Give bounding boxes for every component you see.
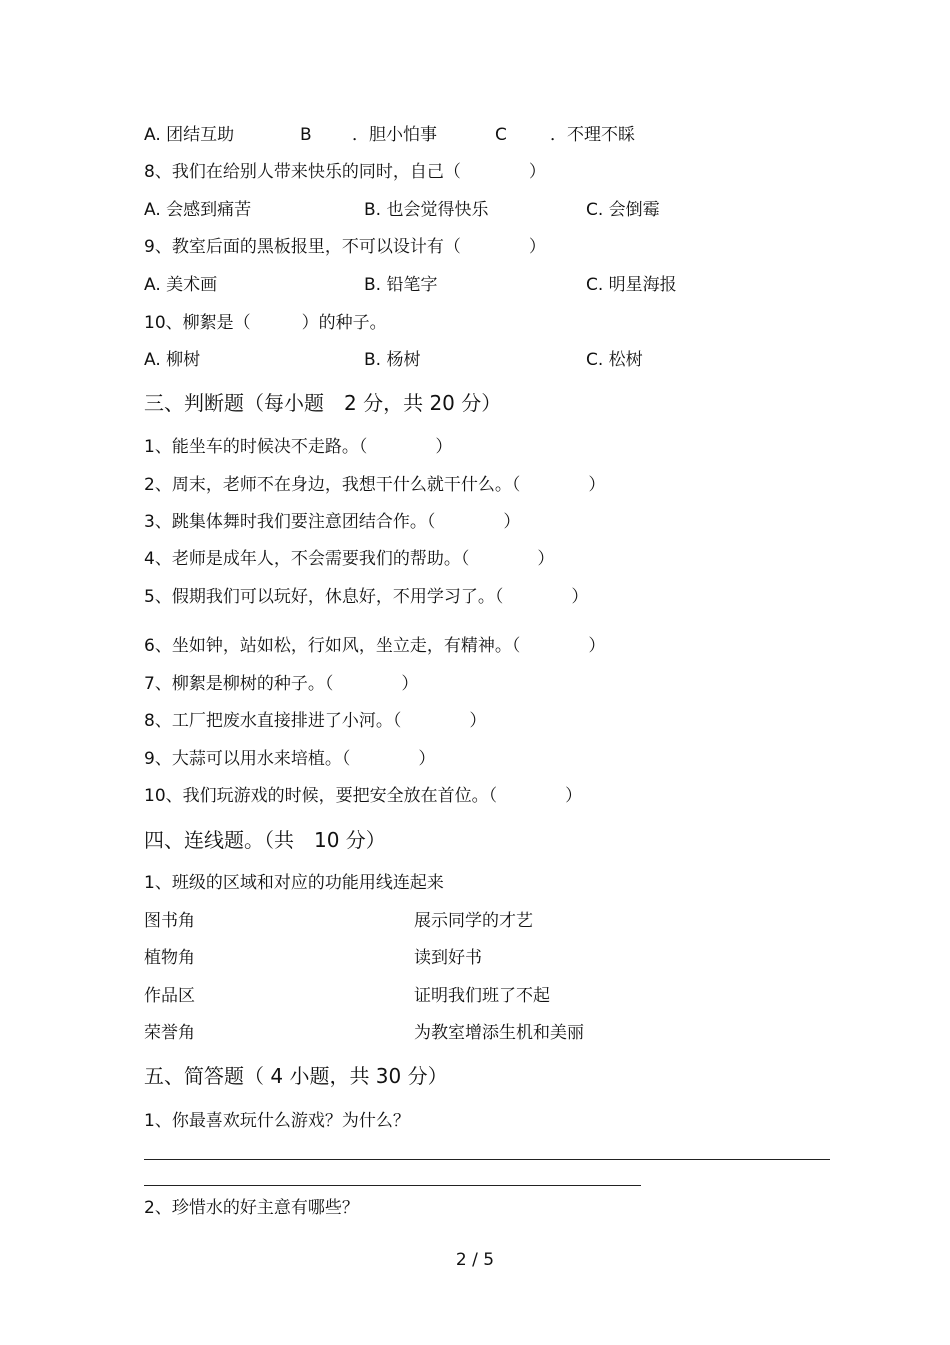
judge-item-1: 1、能坐车的时候决不走路。（ ） [144, 437, 453, 457]
judge-item-7: 7、柳絮是柳树的种子。（ ） [144, 674, 419, 694]
short-answer-q1: 1、你最喜欢玩什么游戏？为什么？ [144, 1111, 410, 1131]
section4-title: 四、连线题。（共 10 分） [144, 828, 386, 852]
q7-option-c-letter: C [495, 125, 507, 145]
q10-option-c: C. 松树 [586, 350, 643, 370]
q10-question: 10、柳絮是（ ）的种子。 [144, 313, 387, 333]
matching-right-item: 读到好书 [414, 948, 482, 968]
q7-option-a: A. 团结互助 [144, 125, 235, 145]
matching-instruction: 1、班级的区域和对应的功能用线连起来 [144, 873, 444, 893]
matching-left-item: 植物角 [144, 948, 195, 968]
judge-item-6: 6、坐如钟，站如松，行如风，坐立走，有精神。（ ） [144, 636, 606, 656]
answer-line [144, 1159, 830, 1160]
judge-item-9: 9、大蒜可以用水来培植。（ ） [144, 749, 436, 769]
matching-left-item: 图书角 [144, 911, 195, 931]
q8-question: 8、我们在给别人带来快乐的同时，自己（ ） [144, 162, 546, 182]
q9-question: 9、教室后面的黑板报里，不可以设计有（ ） [144, 237, 546, 257]
answer-line [144, 1185, 641, 1186]
q8-option-a: A. 会感到痛苦 [144, 200, 252, 220]
q7-option-b-letter: B [300, 125, 312, 145]
q10-option-a: A. 柳树 [144, 350, 201, 370]
matching-right-item: 展示同学的才艺 [414, 911, 533, 931]
matching-right-item: 为教室增添生机和美丽 [414, 1023, 584, 1043]
judge-item-3: 3、跳集体舞时我们要注意团结合作。（ ） [144, 512, 521, 532]
q7-option-b-text: ．胆小怕事 [352, 125, 437, 145]
matching-left-item: 荣誉角 [144, 1023, 195, 1043]
judge-item-8: 8、工厂把废水直接排进了小河。（ ） [144, 711, 487, 731]
q8-option-b: B. 也会觉得快乐 [364, 200, 489, 220]
section5-title: 五、简答题（ 4 小题，共 30 分） [144, 1064, 448, 1088]
q10-option-b: B. 杨树 [364, 350, 421, 370]
judge-item-10: 10、我们玩游戏的时候，要把安全放在首位。（ ） [144, 786, 583, 806]
judge-item-5: 5、假期我们可以玩好，休息好，不用学习了。（ ） [144, 587, 589, 607]
matching-left-item: 作品区 [144, 986, 195, 1006]
page-number: 2 / 5 [455, 1250, 495, 1270]
short-answer-q2: 2、珍惜水的好主意有哪些？ [144, 1198, 359, 1218]
q7-option-c-text: ．不理不睬 [550, 125, 635, 145]
q9-option-a: A. 美术画 [144, 275, 218, 295]
judge-item-2: 2、周末，老师不在身边，我想干什么就干什么。（ ） [144, 475, 606, 495]
section3-title: 三、判断题（每小题 2 分，共 20 分） [144, 391, 502, 415]
q8-option-c: C. 会倒霉 [586, 200, 660, 220]
q9-option-c: C. 明星海报 [586, 275, 677, 295]
matching-right-item: 证明我们班了不起 [414, 986, 550, 1006]
judge-item-4: 4、老师是成年人，不会需要我们的帮助。（ ） [144, 549, 555, 569]
q9-option-b: B. 铅笔字 [364, 275, 438, 295]
